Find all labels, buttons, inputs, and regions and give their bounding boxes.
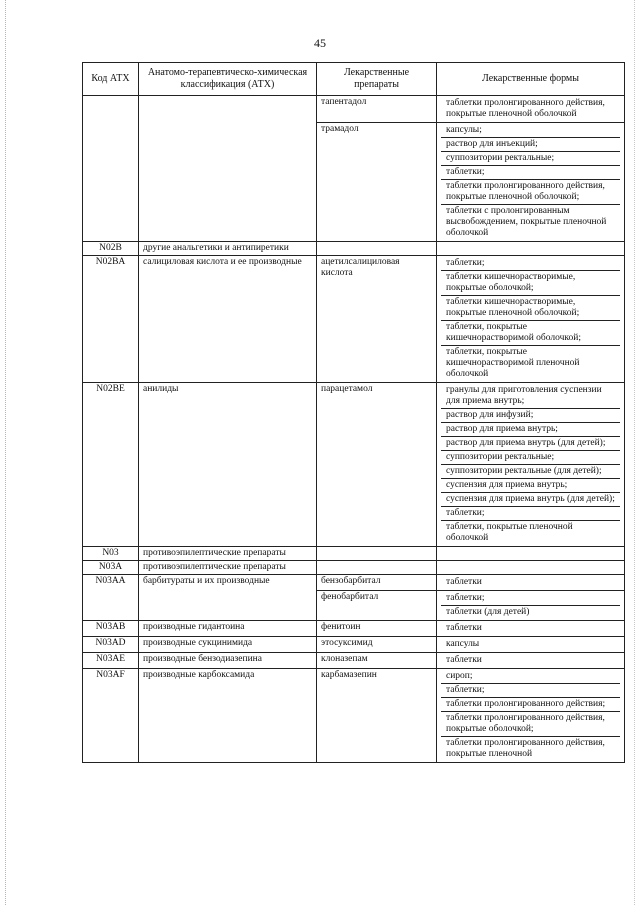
- table-row: [83, 242, 625, 256]
- scan-edge-left: [5, 0, 6, 905]
- dosage-form-item: таблетки;: [446, 593, 485, 603]
- atx-classification-cell: производные бензодиазепина: [139, 653, 317, 669]
- dosage-form-item: таблетки: [446, 623, 482, 633]
- drug-name-cell: фенитоин: [317, 621, 437, 637]
- drug-name-cell: [317, 561, 437, 575]
- table-body: [83, 96, 625, 763]
- dosage-form-item: суппозитории ректальные (для детей);: [441, 464, 620, 478]
- dosage-form-item: раствор для приема внутрь (для детей);: [441, 436, 620, 450]
- dosage-forms-cell: [437, 653, 625, 669]
- drug-name-cell: ацетилсалициловая кислота: [317, 256, 437, 383]
- dosage-form-item: таблетки пролонгированного действия, покрытые пленочной оболочкой;: [441, 179, 620, 204]
- atx-classification-cell: противоэпилептические препараты: [139, 561, 317, 575]
- dosage-forms-cell: [437, 621, 625, 637]
- drug-name-cell: парацетамол: [317, 383, 437, 547]
- drug-name-cell: трамадол: [317, 123, 437, 242]
- atx-classification-cell: барбитураты и их производные: [139, 575, 317, 621]
- dosage-form-item: таблетки пролонгированного действия, покрытые пленочной: [441, 736, 620, 761]
- table-row: [83, 575, 625, 591]
- dosage-form-item: суппозитории ректальные;: [441, 450, 620, 464]
- atx-code-cell: N02BA: [83, 256, 139, 383]
- dosage-form-item: таблетки;: [441, 165, 620, 179]
- dosage-form-item: таблетки с пролонгированным высвобождением, покрытые пленочной оболочкой: [441, 204, 620, 240]
- dosage-form-item: капсулы;: [446, 125, 482, 135]
- dosage-form-item: раствор для инфузий;: [441, 408, 620, 422]
- dosage-forms-cell: [437, 96, 625, 123]
- table-row: [83, 669, 625, 763]
- dosage-form-item: таблетки;: [441, 506, 620, 520]
- dosage-form-item: капсулы: [446, 639, 480, 649]
- drug-name-cell: карбамазепин: [317, 669, 437, 763]
- dosage-form-item: таблетки кишечнорастворимые, покрытые оболочкой;: [441, 270, 620, 295]
- atx-code-cell: [83, 96, 139, 242]
- atx-code-cell: N03: [83, 547, 139, 561]
- dosage-form-item: таблетки;: [446, 258, 485, 268]
- dosage-forms-cell: [437, 242, 625, 256]
- header-forms: Лекарственные формы: [437, 63, 625, 96]
- dosage-form-item: таблетки кишечнорастворимые, покрытые пленочной оболочкой;: [441, 295, 620, 320]
- atx-classification-cell: [139, 96, 317, 242]
- dosage-forms-cell: [437, 383, 625, 547]
- atx-code-cell: N03A: [83, 561, 139, 575]
- atx-table: [82, 62, 625, 763]
- atx-classification-cell: противоэпилептические препараты: [139, 547, 317, 561]
- dosage-form-item: таблетки, покрытые кишечнорастворимой пленочной оболочкой: [441, 345, 620, 381]
- header-code: Код АТХ: [83, 63, 139, 96]
- atx-code-cell: N03AD: [83, 637, 139, 653]
- atx-classification-cell: производные карбоксамида: [139, 669, 317, 763]
- drug-name-cell: [317, 547, 437, 561]
- atx-classification-cell: производные гидантоина: [139, 621, 317, 637]
- table-row: [83, 256, 625, 383]
- table-header-row: [83, 63, 625, 96]
- table-row: [83, 383, 625, 547]
- dosage-form-item: таблетки, покрытые кишечнорастворимой оболочкой;: [441, 320, 620, 345]
- drug-name-cell: фенобарбитал: [317, 591, 437, 621]
- atx-code-cell: N02B: [83, 242, 139, 256]
- table-header: [83, 63, 625, 96]
- dosage-form-item: таблетки (для детей): [441, 605, 620, 619]
- atx-code-cell: N02BE: [83, 383, 139, 547]
- table-row: [83, 547, 625, 561]
- dosage-form-item: таблетки: [446, 577, 482, 587]
- dosage-form-item: суспензия для приема внутрь;: [441, 478, 620, 492]
- scan-edge-right: [634, 0, 635, 905]
- dosage-form-item: таблетки, покрытые пленочной оболочкой: [441, 520, 620, 545]
- table-row: [83, 637, 625, 653]
- table-row: [83, 561, 625, 575]
- atx-code-cell: N03AB: [83, 621, 139, 637]
- dosage-form-item: таблетки пролонгированного действия, покрытые пленочной оболочкой: [446, 98, 605, 119]
- atx-classification-cell: салициловая кислота и ее производные: [139, 256, 317, 383]
- dosage-forms-cell: [437, 669, 625, 763]
- atx-classification-cell: анилиды: [139, 383, 317, 547]
- dosage-form-item: таблетки: [446, 655, 482, 665]
- dosage-forms-cell: [437, 256, 625, 383]
- atx-classification-cell: другие анальгетики и антипиретики: [139, 242, 317, 256]
- dosage-forms-cell: [437, 123, 625, 242]
- header-classification: Анатомо-терапевтическо-химическая классификация (АТХ): [139, 63, 317, 96]
- drug-name-cell: [317, 242, 437, 256]
- header-drugs: Лекарственные препараты: [317, 63, 437, 96]
- dosage-forms-cell: [437, 591, 625, 621]
- dosage-form-item: сироп;: [446, 671, 473, 681]
- table-row: [83, 96, 625, 123]
- dosage-forms-cell: [437, 561, 625, 575]
- dosage-form-item: раствор для инъекций;: [441, 137, 620, 151]
- atx-classification-cell: производные сукцинимида: [139, 637, 317, 653]
- atx-code-cell: N03AF: [83, 669, 139, 763]
- dosage-form-item: таблетки пролонгированного действия;: [441, 697, 620, 711]
- drug-name-cell: клоназепам: [317, 653, 437, 669]
- table-row: [83, 653, 625, 669]
- atx-code-cell: N03AA: [83, 575, 139, 621]
- dosage-forms-cell: [437, 547, 625, 561]
- dosage-form-item: таблетки пролонгированного действия, покрытые оболочкой;: [441, 711, 620, 736]
- dosage-forms-cell: [437, 575, 625, 591]
- dosage-form-item: суппозитории ректальные;: [441, 151, 620, 165]
- page-number: 45: [314, 36, 326, 50]
- dosage-form-item: суспензия для приема внутрь (для детей);: [441, 492, 620, 506]
- drug-name-cell: тапентадол: [317, 96, 437, 123]
- drug-name-cell: бензобарбитал: [317, 575, 437, 591]
- dosage-form-item: раствор для приема внутрь;: [441, 422, 620, 436]
- dosage-form-item: гранулы для приготовления суспензии для приема внутрь;: [446, 385, 602, 406]
- dosage-forms-cell: [437, 637, 625, 653]
- drug-name-cell: этосуксимид: [317, 637, 437, 653]
- dosage-form-item: таблетки;: [441, 683, 620, 697]
- atx-code-cell: N03AE: [83, 653, 139, 669]
- table-row: [83, 621, 625, 637]
